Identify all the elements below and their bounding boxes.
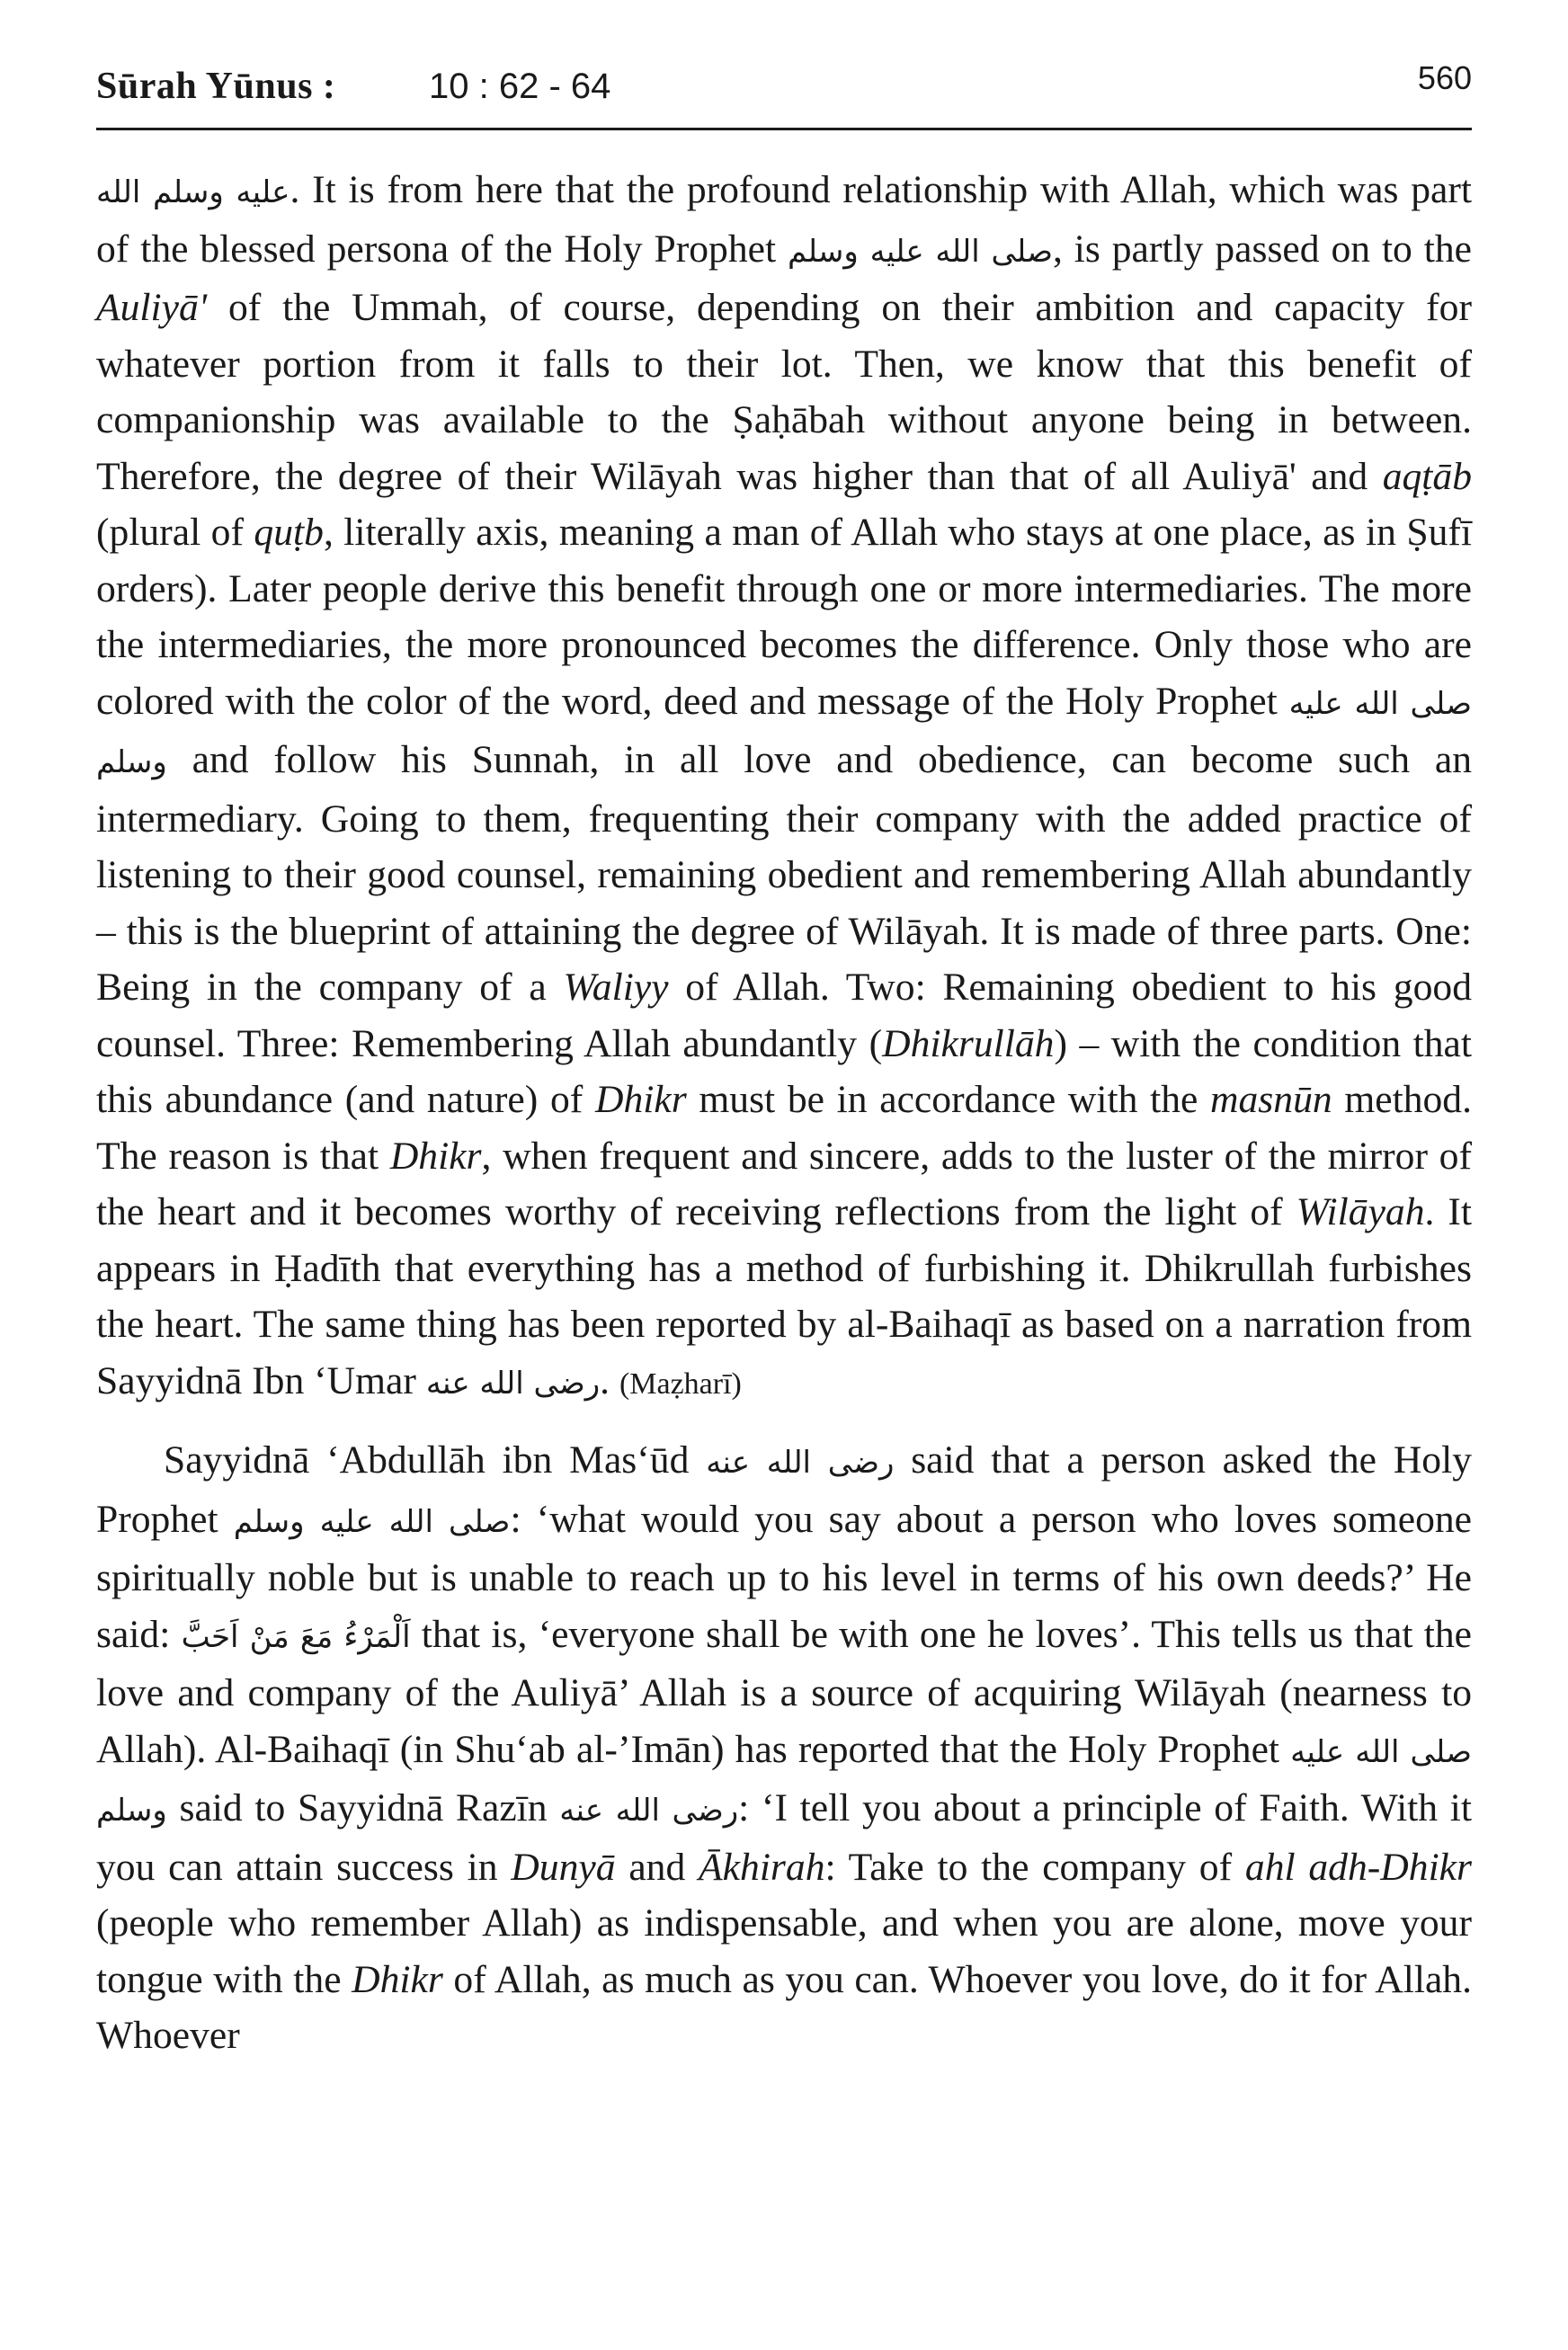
text-run: : ‘I tell you about a principle of Faith. With it you can attain success in bbox=[96, 1786, 1472, 1889]
arabic-phrase: صلى الله عليه وسلم bbox=[96, 685, 1472, 780]
italic-term: Wilāyah bbox=[1296, 1190, 1425, 1233]
text-run: Sayyidnā ‘Abdullāh ibn Mas‘ūd bbox=[164, 1438, 707, 1482]
text-run: that is, ‘everyone shall be with one he loves’. This tells us that the love and company of the Auliyā’ Allah is a source of acquiring Wilāyah (nearness to Allah). Al-Baihaqī (in Shu‘ab al-’Imān) has reported that the Holy Prophet bbox=[96, 1612, 1472, 1771]
text-run: and bbox=[615, 1845, 699, 1889]
text-run: said that a person asked the Holy Prophet bbox=[96, 1438, 1473, 1541]
text-run: (people who remember Allah) as indispensable, and when you are alone, move your tongue with the bbox=[96, 1901, 1472, 2001]
arabic-phrase: صلى الله عليه وسلم bbox=[96, 1733, 1472, 1829]
text-run: . It appears in Ḥadīth that everything has a method of furbishing it. Dhikrullah furbishes the heart. The same thing has been reported by al-Baihaqī as based on a narration from Sayyidnā Ibn ‘Umar bbox=[96, 1190, 1472, 1402]
surah-title: Sūrah Yūnus : bbox=[96, 66, 336, 107]
italic-term: Waliyy bbox=[563, 966, 669, 1009]
text-run: , literally axis, meaning a man of Allah who stays at one place, as in Ṣufī orders). Later people derive this benefit through one or more intermediaries. The more the intermediaries, the more pronounced becomes the difference. Only those who are colored with the color of the word, deed and message of the Holy Prophet bbox=[96, 511, 1472, 723]
paragraph bbox=[96, 162, 1472, 1412]
italic-term: Dhikrullāh bbox=[882, 1021, 1055, 1065]
text-run: : Take to the company of bbox=[824, 1845, 1245, 1889]
page-header bbox=[96, 54, 1472, 130]
italic-term: Dhikr bbox=[352, 1957, 443, 2001]
text-run: of the Ummah, of course, depending on their ambition and capacity for whatever portion from it falls to their lot. Then, we know that this benefit of companionship was available to the Ṣaḥābah without anyone being in between. Therefore, the degree of their Wilāyah was higher than that of all Auliyā' and bbox=[96, 286, 1472, 498]
paragraph bbox=[96, 1432, 1472, 2064]
text-run: of Allah. Two: Remaining obedient to his good counsel. Three: Remembering Allah abundantly ( bbox=[96, 966, 1472, 1065]
italic-term: Auliyā' bbox=[96, 286, 208, 329]
arabic-phrase: رضى الله عنه bbox=[425, 1365, 601, 1402]
text-run: . bbox=[600, 1358, 619, 1402]
text-run: ) – with the condition that this abundance (and nature) of bbox=[96, 1021, 1472, 1121]
arabic-phrase: رضى الله عنه bbox=[559, 1793, 739, 1829]
text-run: said to Sayyidnā Razīn bbox=[166, 1786, 560, 1829]
italic-term: Dhikr bbox=[594, 1078, 687, 1121]
text-run: method. The reason is that bbox=[96, 1078, 1473, 1178]
italic-term: Ākhirah bbox=[699, 1845, 825, 1889]
italic-term: masnūn bbox=[1210, 1078, 1332, 1121]
italic-term: Dunyā bbox=[511, 1845, 616, 1889]
arabic-phrase: رضى الله عنه bbox=[706, 1445, 895, 1481]
text-run: of Allah, as much as you can. Whoever you love, do it for Allah. Whoever bbox=[96, 1957, 1472, 2057]
text-run: (plural of bbox=[96, 511, 254, 554]
text-run: and follow his Sunnah, in all love and obedience, can become such an intermediary. Going to them, frequenting their company with the added practice of listening to their good counsel, remaining obedient and remembering Allah abundantly – this is the blueprint of attaining the degree of Wilāyah. It is made of three parts. One: Being in the company of a bbox=[96, 738, 1472, 1009]
italic-term: Dhikr bbox=[389, 1134, 482, 1178]
body-text bbox=[96, 162, 1472, 2064]
arabic-phrase: عليه وسلم الله bbox=[96, 174, 290, 210]
italic-term: ahl adh-Dhikr bbox=[1244, 1845, 1472, 1889]
arabic-phrase: صلى الله عليه وسلم bbox=[788, 233, 1053, 270]
arabic-phrase: اَلْمَرْءُ مَعَ مَنْ اَحَبَّ bbox=[181, 1618, 411, 1655]
text-run: , when frequent and sincere, adds to the luster of the mirror of the heart and it becomes worthy of receiving reflections from the light of bbox=[96, 1134, 1472, 1233]
page-number: 560 bbox=[1417, 59, 1472, 96]
italic-term: aqṭāb bbox=[1382, 454, 1472, 498]
text-run: , is partly passed on to the bbox=[1053, 227, 1473, 271]
text-run: : ‘what would you say about a person who loves someone spiritually noble but is unable to reach up to his level in terms of his own deeds?’ He said: bbox=[96, 1497, 1473, 1656]
text-run: . It is from here that the profound relationship with Allah, which was part of the blessed persona of the Holy Prophet bbox=[96, 168, 1472, 271]
citation: (Maẓharī) bbox=[619, 1366, 742, 1401]
text-run: must be in accordance with the bbox=[686, 1078, 1211, 1121]
italic-term: quṭb bbox=[254, 511, 324, 554]
arabic-phrase: صلى الله عليه وسلم bbox=[233, 1503, 511, 1540]
verse-range: 10 : 62 - 64 bbox=[429, 67, 611, 106]
